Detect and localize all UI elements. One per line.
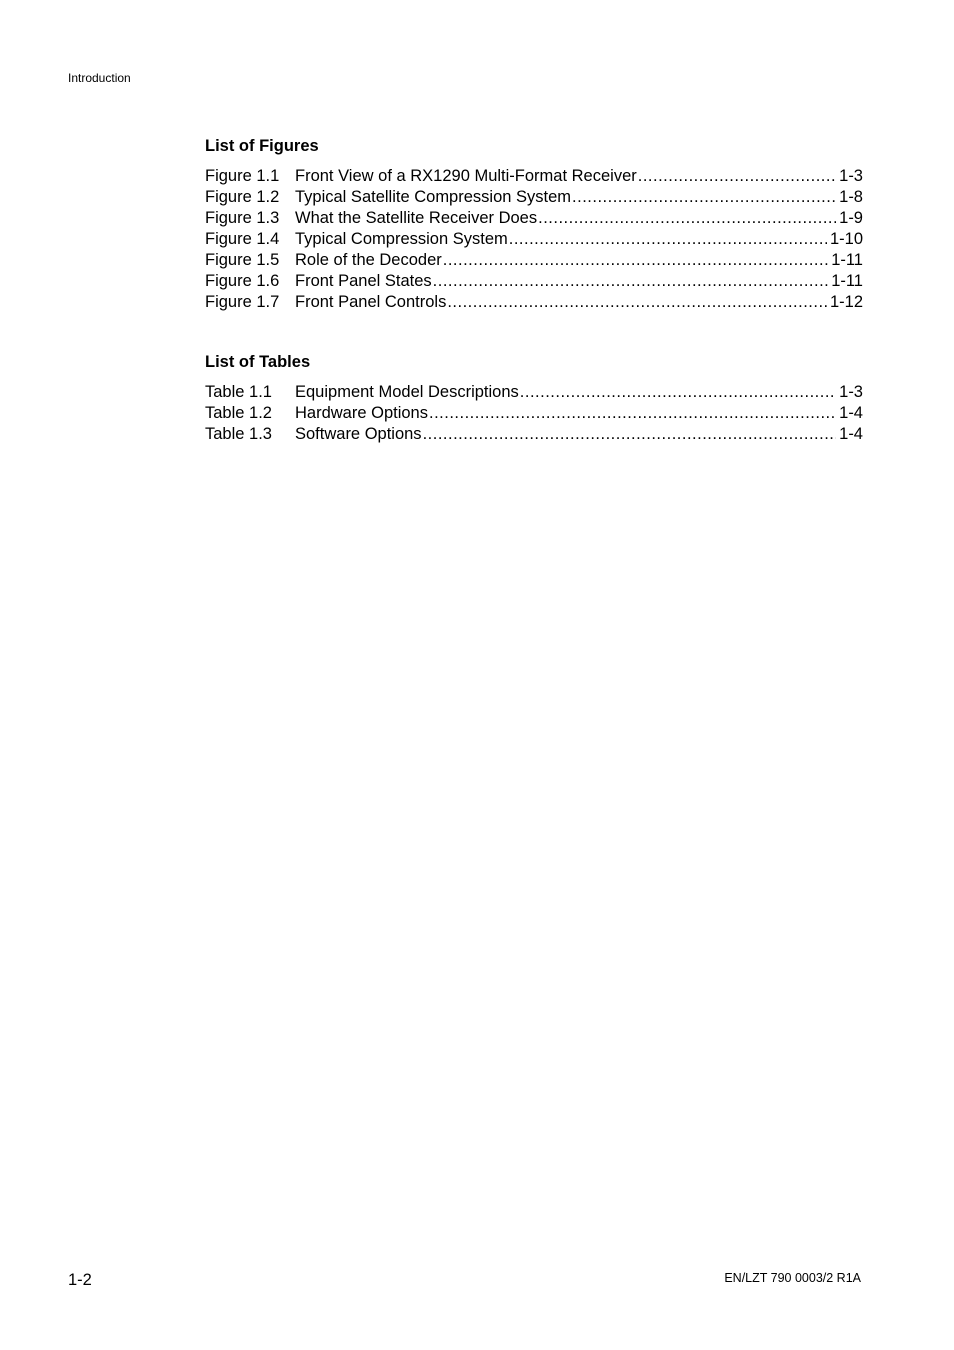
table-page: 1-4 bbox=[839, 425, 863, 443]
dot-leader bbox=[447, 292, 827, 313]
figure-page: 1-11 bbox=[831, 272, 863, 290]
figure-entry[interactable] bbox=[205, 166, 863, 187]
figure-page: 1-10 bbox=[829, 230, 863, 248]
list-of-figures-heading: List of Figures bbox=[205, 137, 319, 155]
table-page: 1-3 bbox=[839, 383, 863, 401]
list-of-figures bbox=[205, 136, 863, 313]
dot-leader bbox=[520, 382, 836, 403]
figure-title: Typical Satellite Compression System bbox=[295, 188, 572, 206]
figure-title: Typical Compression System bbox=[295, 230, 508, 248]
figure-number: Figure 1.2 bbox=[205, 188, 280, 206]
table-title: Hardware Options bbox=[295, 404, 428, 422]
dot-leader bbox=[638, 166, 836, 187]
figure-entry[interactable] bbox=[205, 187, 863, 208]
figure-number: Figure 1.4 bbox=[205, 230, 280, 248]
figure-page: 1-9 bbox=[839, 209, 863, 227]
figure-entry[interactable] bbox=[205, 271, 863, 292]
dot-leader bbox=[429, 403, 836, 424]
dot-leader bbox=[443, 250, 828, 271]
table-entry[interactable] bbox=[205, 382, 863, 403]
figure-entry[interactable] bbox=[205, 229, 863, 250]
table-title: Equipment Model Descriptions bbox=[295, 383, 519, 401]
figure-number: Figure 1.1 bbox=[205, 167, 280, 185]
page-number: 1-2 bbox=[68, 1271, 92, 1289]
figure-page: 1-12 bbox=[829, 293, 863, 311]
table-number: Table 1.2 bbox=[205, 404, 272, 422]
dot-leader bbox=[538, 208, 836, 229]
table-entry[interactable] bbox=[205, 403, 863, 424]
dot-leader bbox=[509, 229, 827, 250]
figure-title: Front Panel Controls bbox=[295, 293, 447, 311]
figure-number: Figure 1.5 bbox=[205, 251, 280, 269]
figure-title: Role of the Decoder bbox=[295, 251, 442, 269]
table-title: Software Options bbox=[295, 425, 422, 443]
dot-leader bbox=[433, 271, 829, 292]
table-entry[interactable] bbox=[205, 424, 863, 445]
table-number: Table 1.1 bbox=[205, 383, 272, 401]
figure-entry[interactable] bbox=[205, 208, 863, 229]
table-number: Table 1.3 bbox=[205, 425, 272, 443]
figure-title: What the Satellite Receiver Does bbox=[295, 209, 538, 227]
figure-entry[interactable] bbox=[205, 292, 863, 313]
figure-number: Figure 1.6 bbox=[205, 272, 280, 290]
figure-title: Front View of a RX1290 Multi-Format Receiver bbox=[295, 167, 637, 185]
figure-number: Figure 1.3 bbox=[205, 209, 280, 227]
figure-page: 1-11 bbox=[831, 251, 863, 269]
figure-entry[interactable] bbox=[205, 250, 863, 271]
figure-number: Figure 1.7 bbox=[205, 293, 280, 311]
figure-page: 1-3 bbox=[839, 167, 863, 185]
table-page: 1-4 bbox=[839, 404, 863, 422]
dot-leader bbox=[423, 424, 837, 445]
figure-title: Front Panel States bbox=[295, 272, 432, 290]
running-header: Introduction bbox=[68, 71, 131, 85]
list-of-tables bbox=[205, 352, 863, 445]
document-id: EN/LZT 790 0003/2 R1A bbox=[724, 1271, 861, 1285]
list-of-tables-heading: List of Tables bbox=[205, 353, 311, 371]
dot-leader bbox=[572, 187, 836, 208]
figure-page: 1-8 bbox=[839, 188, 863, 206]
